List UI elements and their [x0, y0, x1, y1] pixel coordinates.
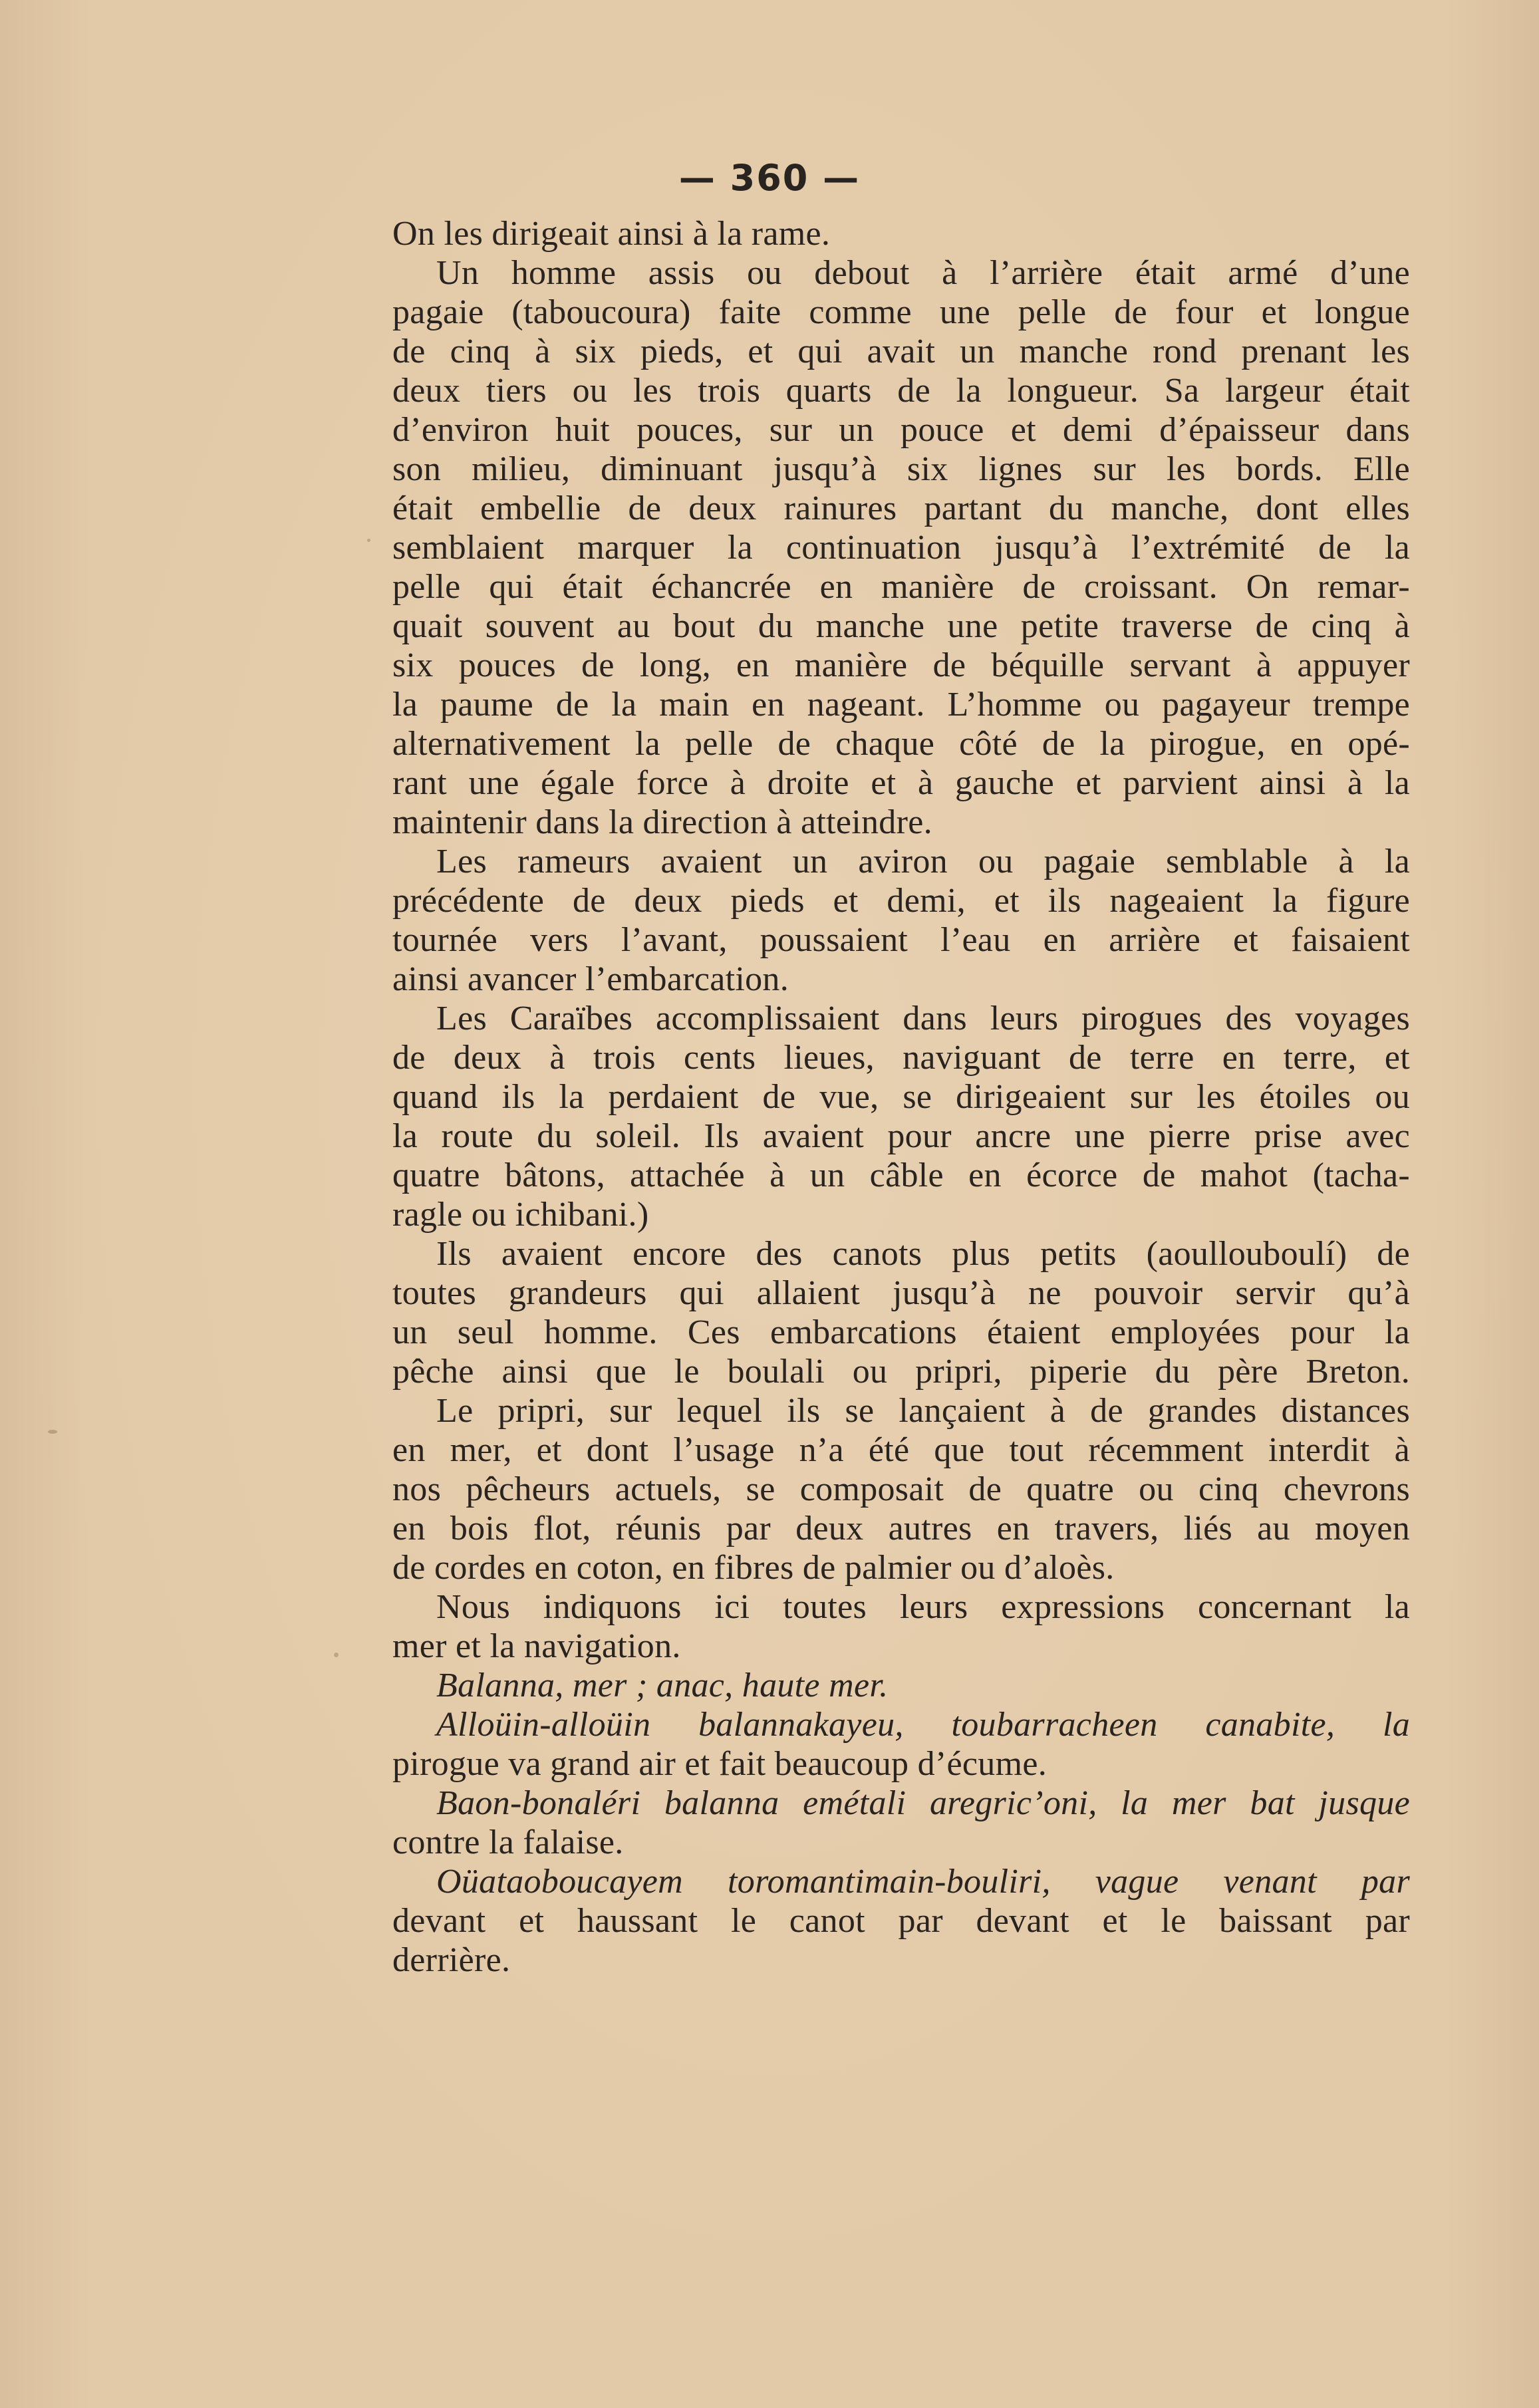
text-line: pêche ainsi que le boulali ou pripri, piperie du père Breton.	[392, 1353, 1410, 1391]
body-text	[392, 214, 1410, 1980]
text-line: Alloüin-alloüin balannakayeu, toubarracheen canabite, la	[436, 1706, 1410, 1744]
page-number: — 360 —	[678, 157, 861, 199]
text-line: Nous indiquons ici toutes leurs expressions concernant la	[436, 1588, 1410, 1626]
text-line: de cordes en coton, en fibres de palmier ou d’aloès.	[392, 1549, 1115, 1587]
text-line: Les Caraïbes accomplissaient dans leurs pirogues des voyages	[436, 1000, 1410, 1037]
text-line: de deux à trois cents lieues, naviguant de terre en terre, et	[392, 1039, 1410, 1077]
text-line: Oüataoboucayem toromantimain-bouliri, vague venant par	[436, 1863, 1410, 1901]
text-line: en mer, et dont l’usage n’a été que tout récemment interdit à	[392, 1431, 1410, 1469]
text-line: Balanna, mer ; anac, haute mer.	[436, 1667, 889, 1704]
text-line: Ils avaient encore des canots plus petits (aoullouboulí) de	[436, 1235, 1410, 1273]
text-line: quatre bâtons, attachée à un câble en écorce de mahot (tacha-	[392, 1156, 1410, 1194]
text-line: contre la falaise.	[392, 1823, 624, 1861]
text-line: tournée vers l’avant, poussaient l’eau en arrière et faisaient	[392, 921, 1410, 959]
text-line: deux tiers ou les trois quarts de la longueur. Sa largeur était	[392, 372, 1410, 410]
text-line: d’environ huit pouces, sur un pouce et demi d’épaisseur dans	[392, 411, 1410, 449]
text-line: derrière.	[392, 1941, 511, 1979]
text-line: quait souvent au bout du manche une petite traverse de cinq à	[392, 607, 1410, 645]
text-line: pirogue va grand air et fait beaucoup d’écume.	[392, 1745, 1048, 1783]
text-line: pagaie (taboucoura) faite comme une pelle de four et longue	[392, 293, 1410, 331]
text-line: maintenir dans la direction à atteindre.	[392, 803, 932, 841]
text-line: mer et la navigation.	[392, 1627, 681, 1665]
text-line: Le pripri, sur lequel ils se lançaient à de grandes distances	[436, 1392, 1410, 1430]
text-line: semblaient marquer la continuation jusqu’à l’extrémité de la	[392, 529, 1410, 567]
text-line: son milieu, diminuant jusqu’à six lignes sur les bords. Elle	[392, 450, 1410, 488]
text-line: ainsi avancer l’embarcation.	[392, 960, 789, 998]
text-line: Les rameurs avaient un aviron ou pagaie semblable à la	[436, 843, 1410, 880]
text-line: toutes grandeurs qui allaient jusqu’à ne pouvoir servir qu’à	[392, 1274, 1410, 1312]
text-line: devant et haussant le canot par devant et le baissant par	[392, 1902, 1410, 1940]
text-line: la route du soleil. Ils avaient pour ancre une pierre prise avec	[392, 1117, 1410, 1155]
text-line: Un homme assis ou debout à l’arrière était armé d’une	[436, 254, 1410, 292]
text-line: la paume de la main en nageant. L’homme ou pagayeur trempe	[392, 686, 1410, 724]
text-line: en bois flot, réunis par deux autres en travers, liés au moyen	[392, 1510, 1410, 1547]
text-line: six pouces de long, en manière de béquille servant à appuyer	[392, 646, 1410, 684]
text-line: nos pêcheurs actuels, se composait de quatre ou cinq chevrons	[392, 1470, 1410, 1508]
ink-speck	[48, 1430, 57, 1434]
text-line: ragle ou ichibani.)	[392, 1196, 649, 1234]
ink-speck	[367, 539, 370, 542]
text-line: un seul homme. Ces embarcations étaient employées pour la	[392, 1313, 1410, 1351]
ink-speck	[334, 1653, 339, 1657]
text-line: Baon-bonaléri balanna emétali aregric’oni, la mer bat jusque	[436, 1784, 1410, 1822]
text-line: était embellie de deux rainures partant du manche, dont elles	[392, 489, 1410, 527]
text-line: alternativement la pelle de chaque côté de la pirogue, en opé-	[392, 725, 1410, 763]
text-line: quand ils la perdaient de vue, se dirigeaient sur les étoiles ou	[392, 1078, 1410, 1116]
text-line: de cinq à six pieds, et qui avait un manche rond prenant les	[392, 333, 1410, 370]
text-line: pelle qui était échancrée en manière de croissant. On remar-	[392, 568, 1410, 606]
text-line: rant une égale force à droite et à gauche et parvient ainsi à la	[392, 764, 1410, 802]
text-line: précédente de deux pieds et demi, et ils nageaient la figure	[392, 882, 1410, 920]
text-line: On les dirigeait ainsi à la rame.	[392, 215, 831, 253]
